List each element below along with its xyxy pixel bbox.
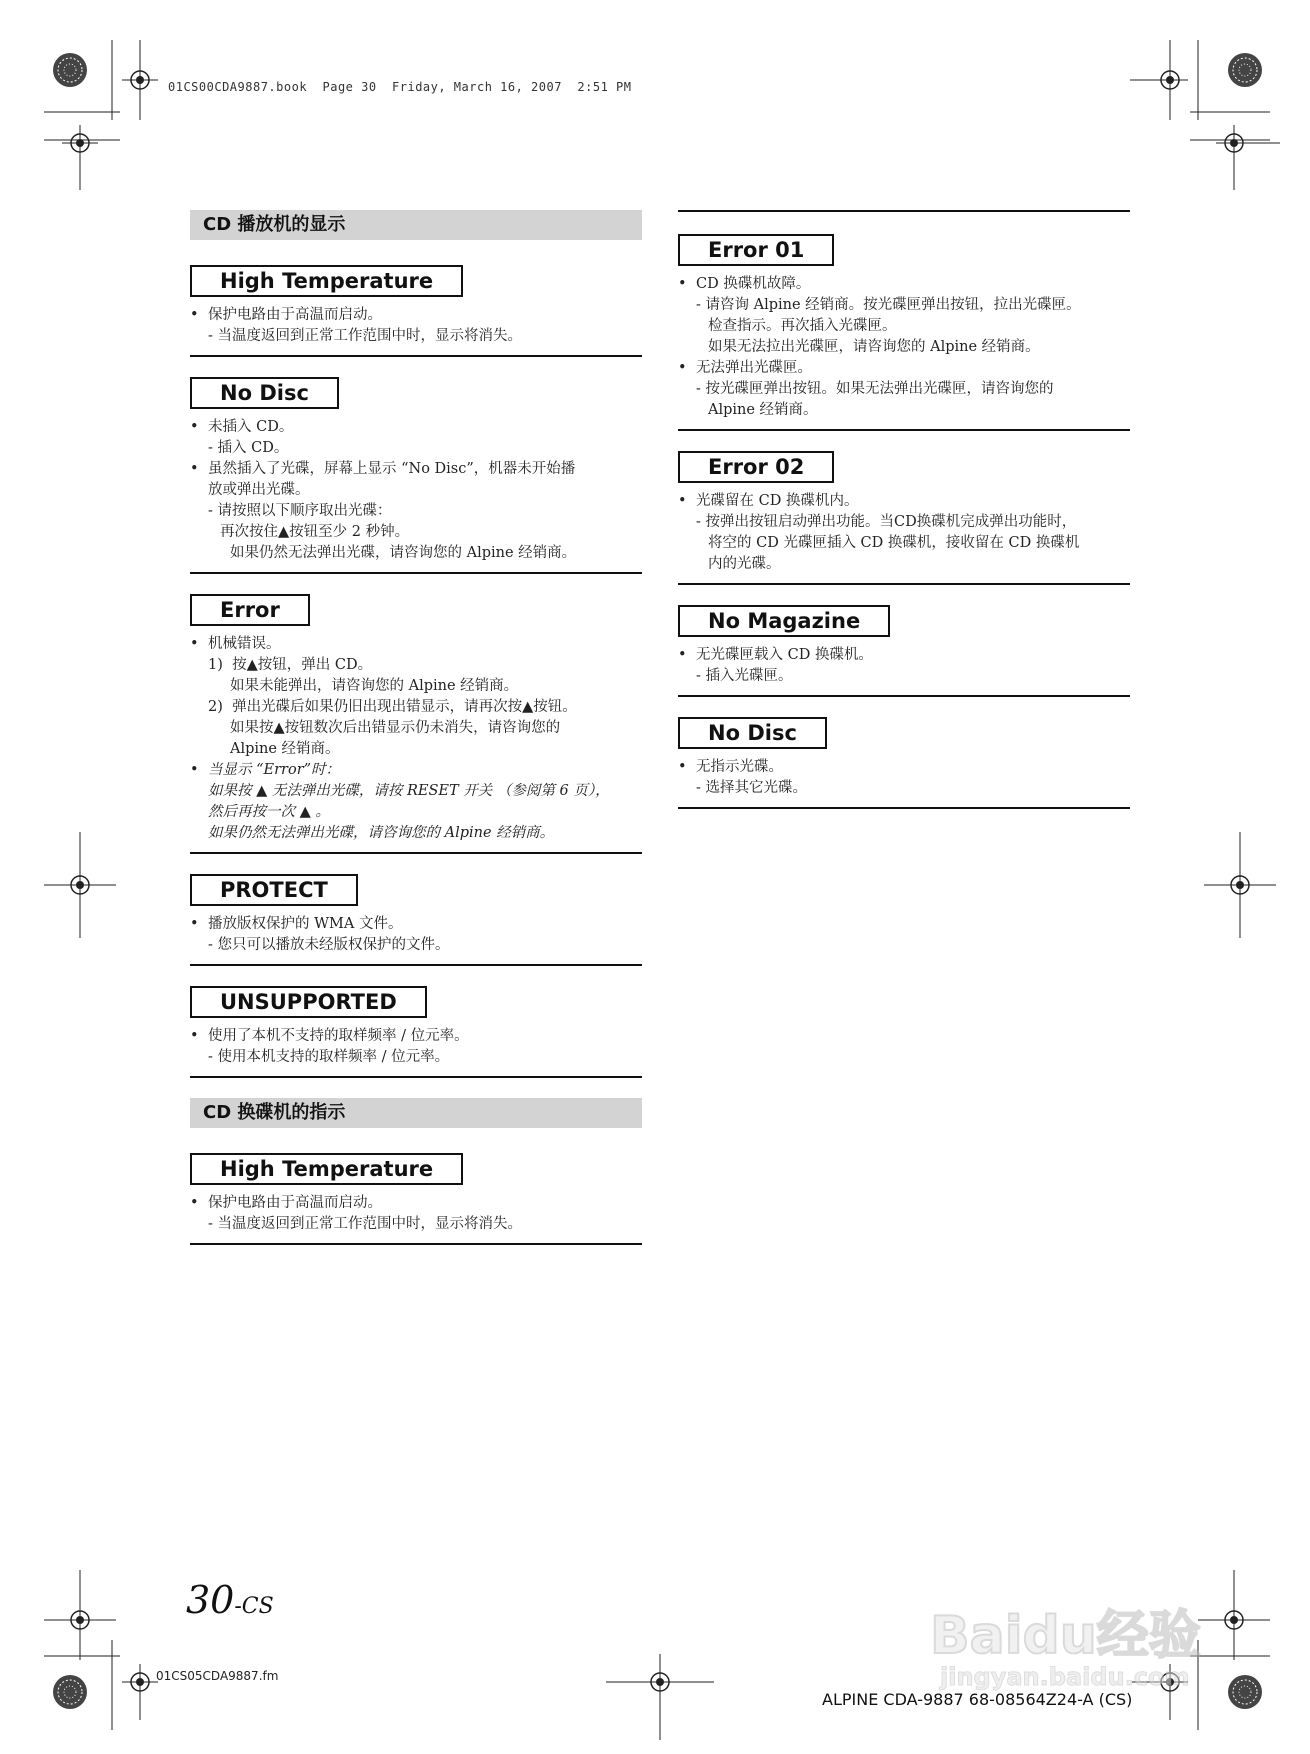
right-column bbox=[678, 210, 1130, 829]
item-text: 然后再按一次 ▲ 。 bbox=[208, 804, 330, 820]
item-text: 内的光碟。 bbox=[708, 556, 781, 572]
sub-item bbox=[678, 295, 1130, 316]
sub-item bbox=[678, 400, 1130, 421]
item-text: 检查指示。再次插入光碟匣。 bbox=[708, 318, 897, 334]
right-entries bbox=[678, 234, 1130, 809]
page-number-value: 30 bbox=[186, 1578, 235, 1622]
item-text: 当显示 “Error”时： bbox=[208, 762, 341, 778]
item-text: 如果仍然无法弹出光碟，请咨询您的 Alpine 经销商。 bbox=[208, 825, 555, 841]
left-column bbox=[190, 210, 642, 1265]
sunburst-mark bbox=[53, 53, 87, 87]
item-text: 无法弹出光碟匣。 bbox=[696, 360, 812, 376]
sub-item bbox=[678, 778, 1130, 799]
crosshair-mark bbox=[1130, 62, 1188, 98]
sub-item bbox=[190, 739, 642, 760]
item-text: - 您只可以播放未经版权保护的文件。 bbox=[208, 937, 450, 953]
footer-model-code: ALPINE CDA-9887 68-08564Z24-A (CS) bbox=[822, 1690, 1133, 1709]
bullet-item bbox=[190, 305, 642, 326]
sub-item bbox=[190, 802, 642, 823]
item-text: 如果无法拉出光碟匣，请咨询您的 Alpine 经销商。 bbox=[708, 339, 1040, 355]
sub-item bbox=[190, 326, 642, 347]
watermark-logo: Baidu经验 bbox=[930, 1606, 1201, 1666]
sub-item bbox=[190, 781, 642, 802]
page-number-suffix: -CS bbox=[234, 1594, 274, 1619]
bullet-item bbox=[678, 645, 1130, 666]
item-text: - 按弹出按钮启动弹出功能。当CD换碟机完成弹出功能时， bbox=[696, 514, 1077, 530]
item-text: - 请按照以下顺序取出光碟： bbox=[208, 503, 392, 519]
crosshair-mark bbox=[122, 62, 158, 98]
bullet-dot-icon: • bbox=[678, 647, 687, 663]
watermark bbox=[930, 1555, 1290, 1695]
sub-item bbox=[190, 1047, 642, 1068]
bullet-dot-icon: • bbox=[190, 916, 199, 932]
item-text: 光碟留在 CD 换碟机内。 bbox=[696, 493, 859, 509]
item-text: 虽然插入了光碟，屏幕上显示 “No Disc”，机器未开始播 bbox=[208, 461, 576, 477]
sub-item bbox=[678, 379, 1130, 400]
bullet-item bbox=[678, 358, 1130, 379]
bullet-dot-icon: • bbox=[190, 1195, 199, 1211]
item-text: 如果未能弹出，请咨询您的 Alpine 经销商。 bbox=[230, 678, 519, 694]
display-message-title: High Temperature bbox=[190, 1153, 463, 1185]
item-text: 1) 按▲按钮，弹出 CD。 bbox=[208, 657, 373, 673]
display-entry bbox=[678, 451, 1130, 585]
item-text: 无光碟匣载入 CD 换碟机。 bbox=[696, 647, 873, 663]
footer-file-name: 01CS05CDA9887.fm bbox=[156, 1669, 279, 1683]
bullet-dot-icon: • bbox=[190, 419, 199, 435]
item-text: 保护电路由于高温而启动。 bbox=[208, 307, 382, 323]
sub-item bbox=[190, 676, 642, 697]
sub-item bbox=[190, 718, 642, 739]
item-text: 放或弹出光碟。 bbox=[208, 482, 310, 498]
sub-item bbox=[678, 533, 1130, 554]
display-entry bbox=[190, 377, 642, 574]
display-entry bbox=[678, 234, 1130, 431]
item-text: 未插入 CD。 bbox=[208, 419, 294, 435]
item-text: - 选择其它光碟。 bbox=[696, 780, 808, 796]
watermark-url: jingyan.baidu.com bbox=[940, 1663, 1190, 1691]
display-entry bbox=[190, 986, 642, 1078]
sub-item bbox=[190, 438, 642, 459]
sub-item bbox=[678, 337, 1130, 358]
display-message-title: High Temperature bbox=[190, 265, 463, 297]
display-message-title: No Magazine bbox=[678, 605, 890, 637]
item-text: 使用了本机不支持的取样频率 / 位元率。 bbox=[208, 1028, 469, 1044]
item-text: - 请咨询 Alpine 经销商。按光碟匣弹出按钮，拉出光碟匣。 bbox=[696, 297, 1081, 313]
item-text: - 插入光碟匣。 bbox=[696, 668, 793, 684]
crosshair-mark bbox=[62, 125, 98, 190]
item-text: CD 换碟机故障。 bbox=[696, 276, 811, 292]
registration-mark-bottom-left bbox=[0, 1560, 180, 1754]
item-text: 如果仍然无法弹出光碟，请咨询您的 Alpine 经销商。 bbox=[230, 545, 577, 561]
sunburst-mark bbox=[53, 1675, 87, 1709]
registration-mark-mid-left bbox=[40, 830, 120, 940]
bullet-item bbox=[190, 417, 642, 438]
print-header: 01CS00CDA9887.book Page 30 Friday, March 16, 2007 2:51 PM bbox=[168, 80, 632, 94]
registration-mark-top-right bbox=[1110, 0, 1310, 200]
bullet-dot-icon: • bbox=[190, 461, 199, 477]
item-text: 如果按 ▲ 无法弹出光碟，请按 RESET 开关 （参阅第 6 页）， bbox=[208, 783, 610, 799]
bullet-dot-icon: • bbox=[678, 493, 687, 509]
bullet-item bbox=[678, 757, 1130, 778]
item-text: 播放版权保护的 WMA 文件。 bbox=[208, 916, 403, 932]
sub-item bbox=[190, 501, 642, 522]
display-message-title: No Disc bbox=[190, 377, 339, 409]
item-text: - 当温度返回到正常工作范围中时，显示将消失。 bbox=[208, 1216, 523, 1232]
bullet-item bbox=[190, 1026, 642, 1047]
display-entry bbox=[678, 605, 1130, 697]
item-text: 2) 弹出光碟后如果仍旧出现出错显示，请再次按▲按钮。 bbox=[208, 699, 577, 715]
bullet-item bbox=[678, 491, 1130, 512]
sub-item bbox=[190, 522, 642, 543]
display-entry bbox=[190, 874, 642, 966]
crosshair-mark bbox=[122, 1664, 158, 1720]
bullet-dot-icon: • bbox=[190, 1028, 199, 1044]
item-text: 机械错误。 bbox=[208, 636, 281, 652]
item-text: 无指示光碟。 bbox=[696, 759, 783, 775]
registration-mark-top-left bbox=[0, 0, 180, 200]
item-text: Alpine 经销商。 bbox=[708, 402, 818, 418]
sub-item bbox=[190, 935, 642, 956]
section-header-cd-player: CD 播放机的显示 bbox=[190, 210, 642, 240]
crosshair-mark bbox=[1216, 125, 1280, 190]
sub-item bbox=[678, 316, 1130, 337]
bullet-dot-icon: • bbox=[190, 636, 199, 652]
section-header-cd-changer: CD 换碟机的指示 bbox=[190, 1098, 642, 1128]
item-text: - 插入 CD。 bbox=[208, 440, 289, 456]
left-entries bbox=[190, 265, 642, 1078]
display-message-title: Error 02 bbox=[678, 451, 834, 483]
sub-item bbox=[190, 480, 642, 501]
column-top-rule bbox=[678, 210, 1130, 212]
sub-item bbox=[190, 543, 642, 564]
bullet-item bbox=[190, 634, 642, 655]
bullet-dot-icon: • bbox=[190, 307, 199, 323]
changer-entries bbox=[190, 1153, 642, 1245]
sub-item bbox=[190, 655, 642, 676]
display-message-title: UNSUPPORTED bbox=[190, 986, 427, 1018]
bullet-dot-icon: • bbox=[190, 762, 199, 778]
sub-item bbox=[190, 823, 642, 844]
item-text: Alpine 经销商。 bbox=[230, 741, 340, 757]
bullet-dot-icon: • bbox=[678, 759, 687, 775]
sub-item bbox=[678, 512, 1130, 533]
display-message-title: Error 01 bbox=[678, 234, 834, 266]
page-number bbox=[186, 1578, 274, 1622]
item-text: 再次按住▲按钮至少 2 秒钟。 bbox=[220, 524, 410, 540]
display-entry bbox=[190, 1153, 642, 1245]
bullet-item bbox=[678, 274, 1130, 295]
item-text: 如果按▲按钮数次后出错显示仍未消失，请咨询您的 bbox=[230, 720, 561, 736]
sunburst-mark bbox=[1228, 53, 1262, 87]
bullet-dot-icon: • bbox=[678, 276, 687, 292]
display-message-title: Error bbox=[190, 594, 310, 626]
sub-item bbox=[190, 1214, 642, 1235]
bullet-item bbox=[190, 760, 642, 781]
item-text: - 按光碟匣弹出按钮。如果无法弹出光碟匣，请咨询您的 bbox=[696, 381, 1054, 397]
bullet-dot-icon: • bbox=[678, 360, 687, 376]
display-entry bbox=[190, 594, 642, 854]
item-text: - 使用本机支持的取样频率 / 位元率。 bbox=[208, 1049, 450, 1065]
registration-mark-mid-right bbox=[1200, 830, 1280, 940]
item-text: 保护电路由于高温而启动。 bbox=[208, 1195, 382, 1211]
registration-mark-bottom-center bbox=[600, 1650, 720, 1750]
crosshair-mark bbox=[44, 1570, 116, 1660]
display-entry bbox=[190, 265, 642, 357]
bullet-item bbox=[190, 459, 642, 480]
display-message-title: PROTECT bbox=[190, 874, 358, 906]
bullet-item bbox=[190, 914, 642, 935]
bullet-item bbox=[190, 1193, 642, 1214]
sub-item bbox=[190, 697, 642, 718]
display-message-title: No Disc bbox=[678, 717, 827, 749]
sub-item bbox=[678, 666, 1130, 687]
item-text: 将空的 CD 光碟匣插入 CD 换碟机，接收留在 CD 换碟机 bbox=[708, 535, 1080, 551]
sub-item bbox=[678, 554, 1130, 575]
item-text: - 当温度返回到正常工作范围中时，显示将消失。 bbox=[208, 328, 523, 344]
display-entry bbox=[678, 717, 1130, 809]
